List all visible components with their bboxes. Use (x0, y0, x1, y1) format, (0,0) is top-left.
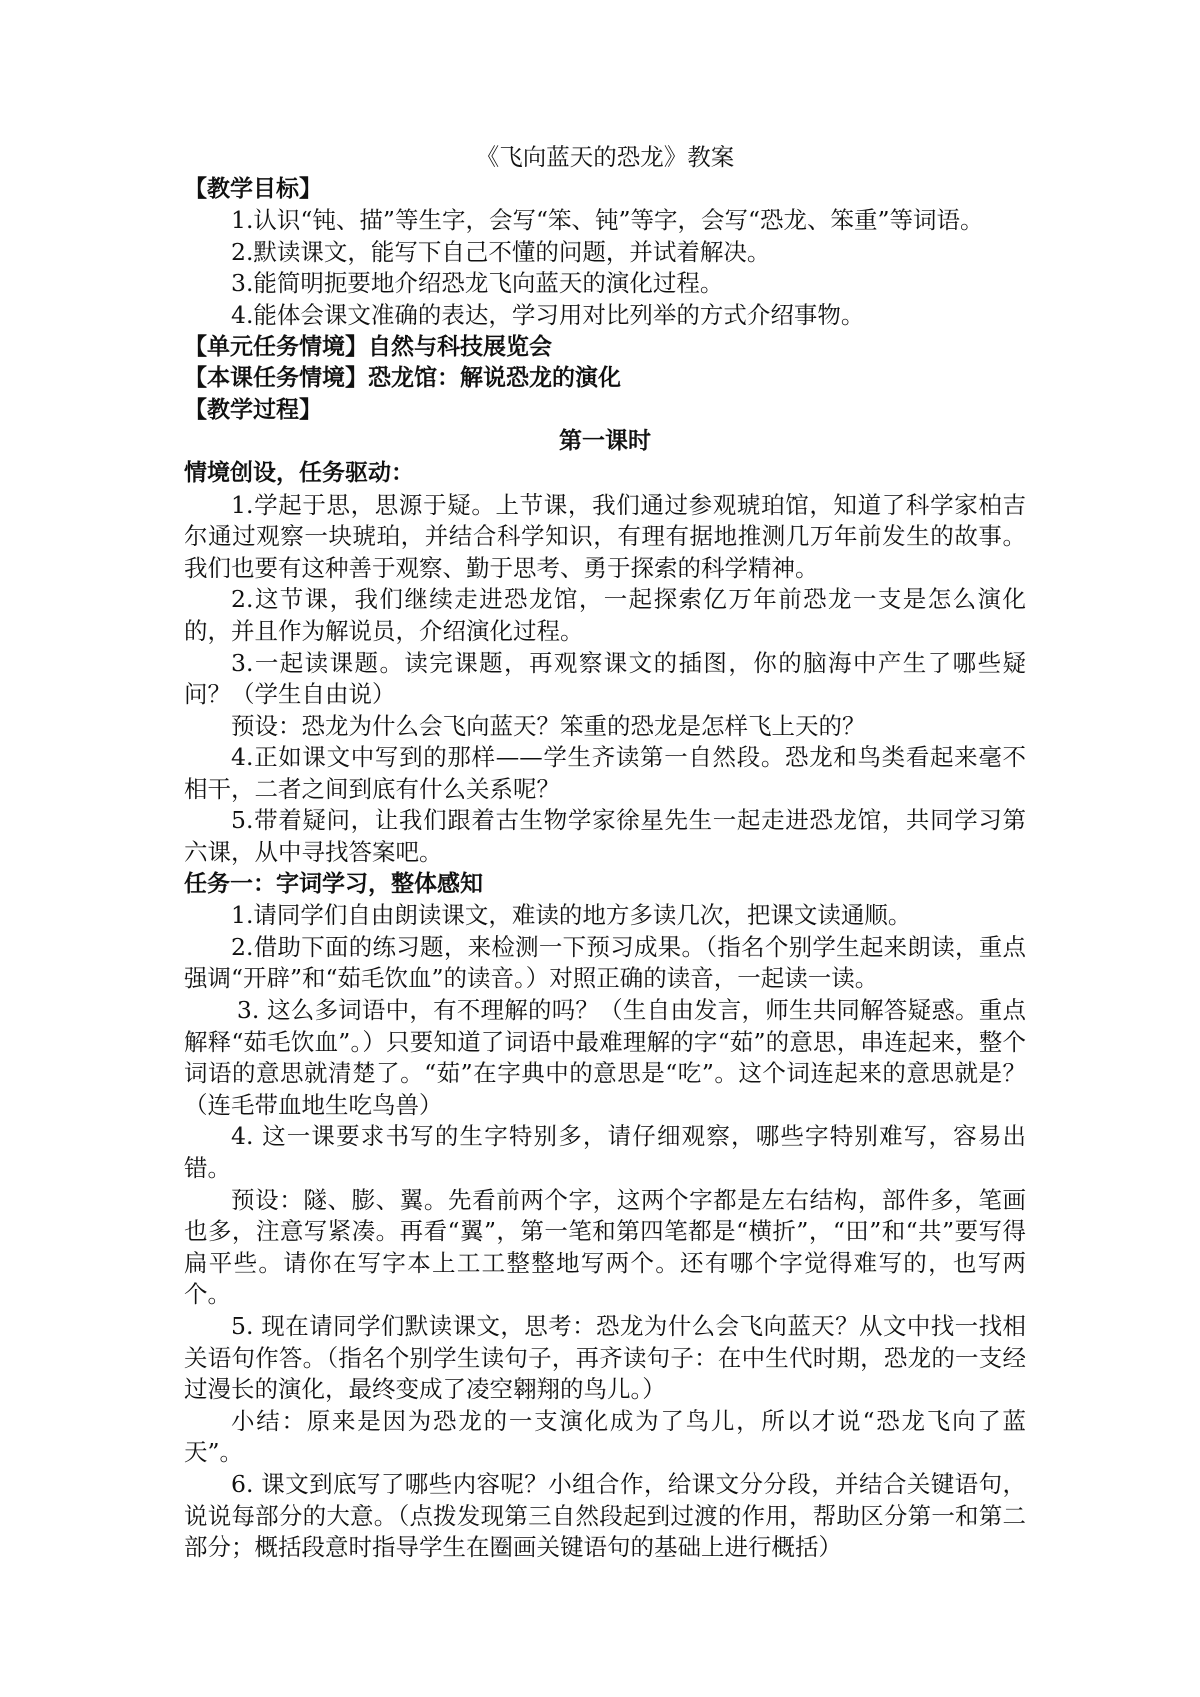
task1-heading: 任务一：字词学习，整体感知 (184, 870, 483, 897)
section-heading-goals: 【教学目标】 (184, 175, 322, 202)
intro-paragraph: 3.一起读课题。读完课题，再观察课文的插图，你的脑海中产生了哪些疑问？（学生自由说） (184, 648, 1026, 709)
goal-item: 3.能简明扼要地介绍恐龙飞向蓝天的演化过程。 (231, 269, 724, 298)
task1-paragraph: 3. 这么多词语中，有不理解的吗？（生自由发言，师生共同解答疑惑。重点解释“茹毛饮血”。）只要知道了词语中最难理解的字“茹”的意思，串连起来，整个词语的意思就清楚了。“茹”在字典中的意思是“吃”。这个词连起来的意思就是？（连毛带血地生吃鸟兽） (184, 996, 1026, 1119)
task1-paragraph: 2.借助下面的练习题，来检测一下预习成果。（指名个别学生起来朗读，重点强调“开辟”和“茹毛饮血”的读音。）对照正确的读音，一起读一读。 (184, 932, 1026, 993)
lesson-heading: 第一课时 (559, 428, 651, 455)
intro-paragraph: 1.学起于思，思源于疑。上节课，我们通过参观琥珀馆，知道了科学家柏吉尔通过观察一块琥珀，并结合科学知识，有理有据地推测几万年前发生的故事。我们也要有这种善于观察、勤于思考、勇于探索的科学精神。 (184, 490, 1026, 582)
task1-paragraph: 小结：原来是因为恐龙的一支演化成为了鸟儿，所以才说“恐龙飞向了蓝天”。 (184, 1406, 1026, 1467)
intro-paragraph: 2.这节课，我们继续走进恐龙馆，一起探索亿万年前恐龙一支是怎么演化的，并且作为解说员，介绍演化过程。 (184, 585, 1026, 645)
intro-paragraph: 预设：恐龙为什么会飞向蓝天？笨重的恐龙是怎样飞上天的？ (231, 711, 866, 740)
task1-paragraph: 1.请同学们自由朗读课文，难读的地方多读几次，把课文读通顺。 (231, 901, 912, 930)
task1-paragraph: 4. 这一课要求书写的生字特别多，请仔细观察，哪些字特别难写，容易出错。 (184, 1122, 1026, 1182)
intro-paragraph: 4.正如课文中写到的那样——学生齐读第一自然段。恐龙和鸟类看起来毫不相干，二者之间到底有什么关系呢？ (184, 743, 1026, 803)
task1-paragraph: 5. 现在请同学们默读课文，思考：恐龙为什么会飞向蓝天？从文中找一找相关语句作答。（指名个别学生读句子，再齐读句子：在中生代时期，恐龙的一支经过漫长的演化，最终变成了凌空翱翔的鸟儿。） (184, 1311, 1026, 1404)
goal-item: 2.默读课文，能写下自己不懂的问题，并试着解决。 (231, 237, 771, 266)
intro-paragraph: 5.带着疑问，让我们跟着古生物学家徐星先生一起走进恐龙馆，共同学习第六课，从中寻找答案吧。 (184, 806, 1026, 867)
part-heading-intro: 情境创设，任务驱动： (184, 459, 414, 486)
section-heading-process: 【教学过程】 (184, 396, 322, 423)
goal-item: 1.认识“钝、描”等生字，会写“笨、钝”等字，会写“恐龙、笨重”等词语。 (231, 206, 984, 235)
section-heading-lesson-task: 【本课任务情境】恐龙馆：解说恐龙的演化 (184, 365, 621, 392)
section-heading-unit-task: 【单元任务情境】自然与科技展览会 (184, 333, 552, 360)
document-title: 《飞向蓝天的恐龙》教案 (475, 143, 735, 171)
task1-paragraph: 预设：隧、膨、翼。先看前两个字，这两个字都是左右结构，部件多，笔画也多，注意写紧凑。再看“翼”，第一笔和第四笔都是“横折”，“田”和“共”要写得扁平些。请你在写字本上工工整整地写两个。还有哪个字觉得难写的，也写两个。 (184, 1185, 1026, 1309)
goal-item: 4.能体会课文准确的表达，学习用对比列举的方式介绍事物。 (231, 300, 865, 329)
document-page (184, 142, 1026, 1564)
task1-paragraph: 6. 课文到底写了哪些内容呢？小组合作，给课文分分段，并结合关键语句，说说每部分的大意。（点拨发现第三自然段起到过渡的作用，帮助区分第一和第二部分；概括段意时指导学生在圈画关键语句的基础上进行概括） (184, 1469, 1026, 1562)
